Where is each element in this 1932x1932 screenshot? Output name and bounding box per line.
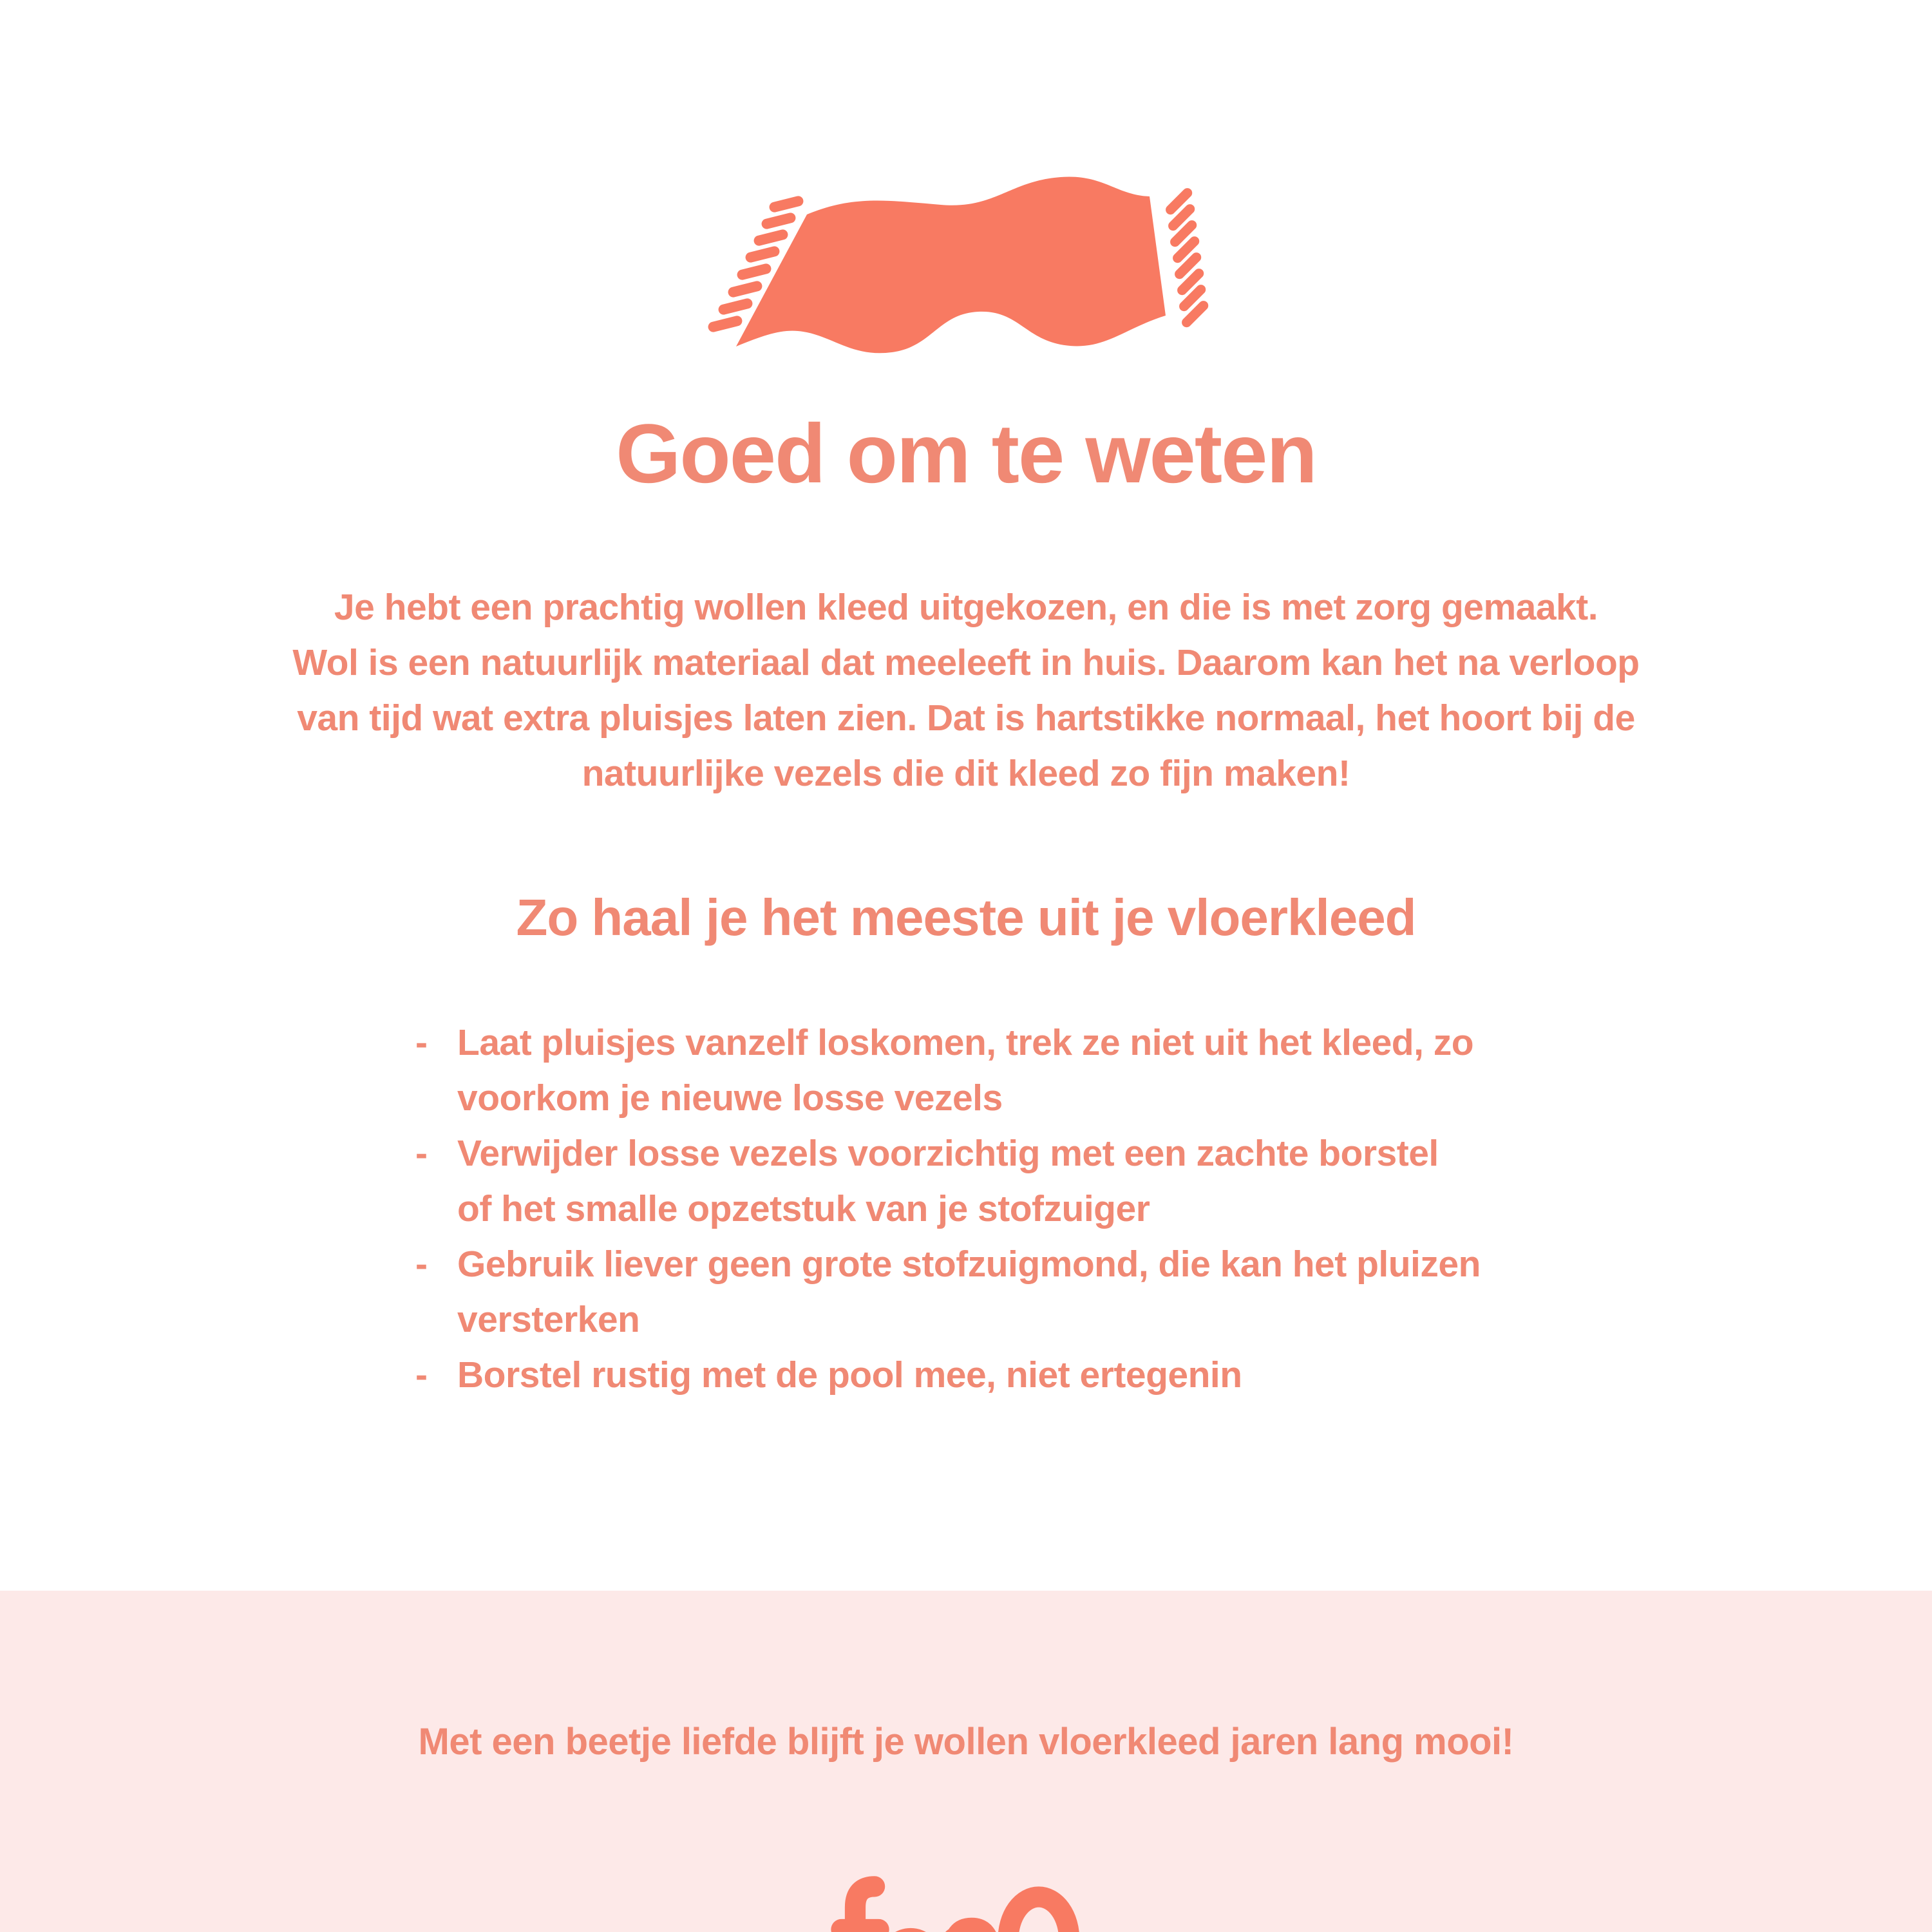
fonq-logo: [828, 1874, 1104, 1932]
main-section: [0, 164, 1932, 1591]
list-item: [415, 1126, 1584, 1236]
tips-list: [348, 1015, 1584, 1403]
tips-heading: Zo haal je het meeste uit je vloerkleed: [516, 888, 1416, 946]
bullet-dash: -: [415, 1243, 428, 1285]
footer-section: [0, 1591, 1932, 1932]
list-item: [415, 1015, 1584, 1126]
bullet-dash: -: [415, 1021, 428, 1063]
intro-line: Wol is een natuurlijk materiaal dat meeleeft in huis. Daarom kan het na verloop: [292, 641, 1640, 683]
list-item-text: Verwijder losse vezels voorzichtig met een zachte borstel of het smalle opzetstuk van je stofzuiger: [457, 1132, 1439, 1229]
list-item-text: Borstel rustig met de pool mee, niet ertegenin: [457, 1354, 1242, 1396]
intro-line: natuurlijke vezels die dit kleed zo fijn maken!: [582, 752, 1350, 794]
list-item: [415, 1347, 1584, 1403]
intro-line: Je hebt een prachtig wollen kleed uitgekozen, en die is met zorg gemaakt.: [334, 586, 1598, 628]
rug-icon: [660, 164, 1272, 357]
list-item-text: Gebruik liever geen grote stofzuigmond, die kan het pluizen versterken: [457, 1243, 1481, 1340]
page-title: Goed om te weten: [616, 406, 1316, 500]
list-item-text: Laat pluisjes vanzelf loskomen, trek ze niet uit het kleed, zo voorkom je nieuwe losse vezels: [457, 1021, 1474, 1119]
bullet-dash: -: [415, 1132, 428, 1174]
footer-message: Met een beetje liefde blijft je wollen vloerkleed jaren lang mooi!: [418, 1721, 1514, 1763]
intro-line: van tijd wat extra pluisjes laten zien. Dat is hartstikke normaal, het hoort bij de: [297, 697, 1635, 739]
bullet-dash: -: [415, 1354, 428, 1396]
list-item: [415, 1236, 1584, 1347]
intro-paragraph: [129, 580, 1803, 801]
